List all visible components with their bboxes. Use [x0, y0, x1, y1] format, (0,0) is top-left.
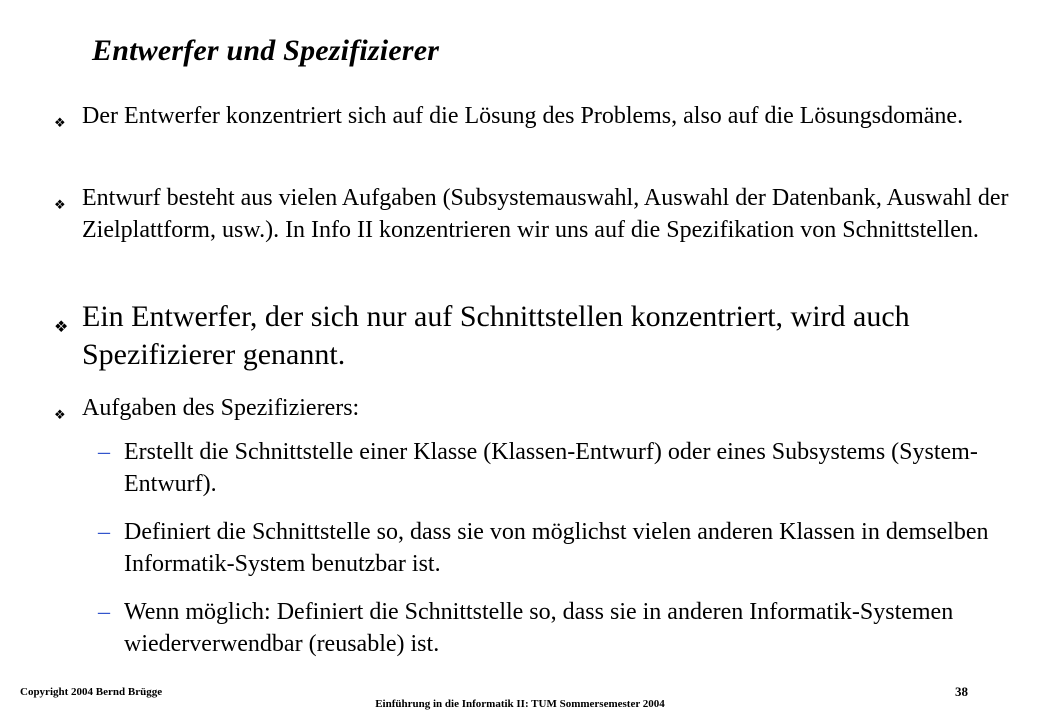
sub-bullet-text: Wenn möglich: Definiert die Schnittstelle so, dass sie in anderen Informatik-Systemen wiederverwendbar (reusable) ist. [124, 599, 954, 657]
bullet-text: Entwurf besteht aus vielen Aufgaben (Subsystemauswahl, Auswahl der Datenbank, Auswahl der Zielplattform, usw.). In Info II konzentrieren wir uns auf die Spezifikation von Schnittstellen. [82, 185, 1009, 243]
bullet-text: Der Entwerfer konzentriert sich auf die Lösung des Problems, also auf die Lösungsdomäne. [82, 103, 964, 129]
diamond-bullet-icon: ❖ [54, 317, 69, 336]
bullet-text: Aufgaben des Spezifizierers: [82, 395, 360, 421]
bullet-item [54, 182, 1014, 246]
sub-bullet-item [98, 596, 1003, 660]
sub-bullet-item [98, 516, 1003, 580]
footer-copyright: Copyright 2004 Bernd Brügge [20, 686, 163, 698]
sub-bullet-item [98, 436, 1003, 500]
bullet-item [54, 100, 1014, 140]
bullet-item-emphasized [54, 298, 1014, 374]
bullet-text: Ein Entwerfer, der sich nur auf Schnittstellen konzentriert, wird auch Spezifizierer genannt. [82, 300, 910, 371]
diamond-bullet-icon: ❖ [54, 408, 66, 423]
dash-bullet-icon: – [98, 439, 110, 465]
diamond-bullet-icon: ❖ [54, 116, 66, 131]
diamond-bullet-icon: ❖ [54, 198, 66, 213]
sub-bullet-text: Erstellt die Schnittstelle einer Klasse (Klassen-Entwurf) oder eines Subsystems (System-Entwurf). [124, 439, 978, 497]
bullet-item [54, 392, 1014, 432]
sub-bullet-text: Definiert die Schnittstelle so, dass sie von möglichst vielen anderen Klassen in demselben Informatik-System benutzbar ist. [124, 519, 989, 577]
footer-course: Einführung in die Informatik II: TUM Sommersemester 2004 [375, 698, 665, 710]
dash-bullet-icon: – [98, 519, 110, 545]
slide-title: Entwerfer und Spezifizierer [92, 34, 440, 67]
page-number: 38 [955, 684, 968, 699]
dash-bullet-icon: – [98, 599, 110, 625]
